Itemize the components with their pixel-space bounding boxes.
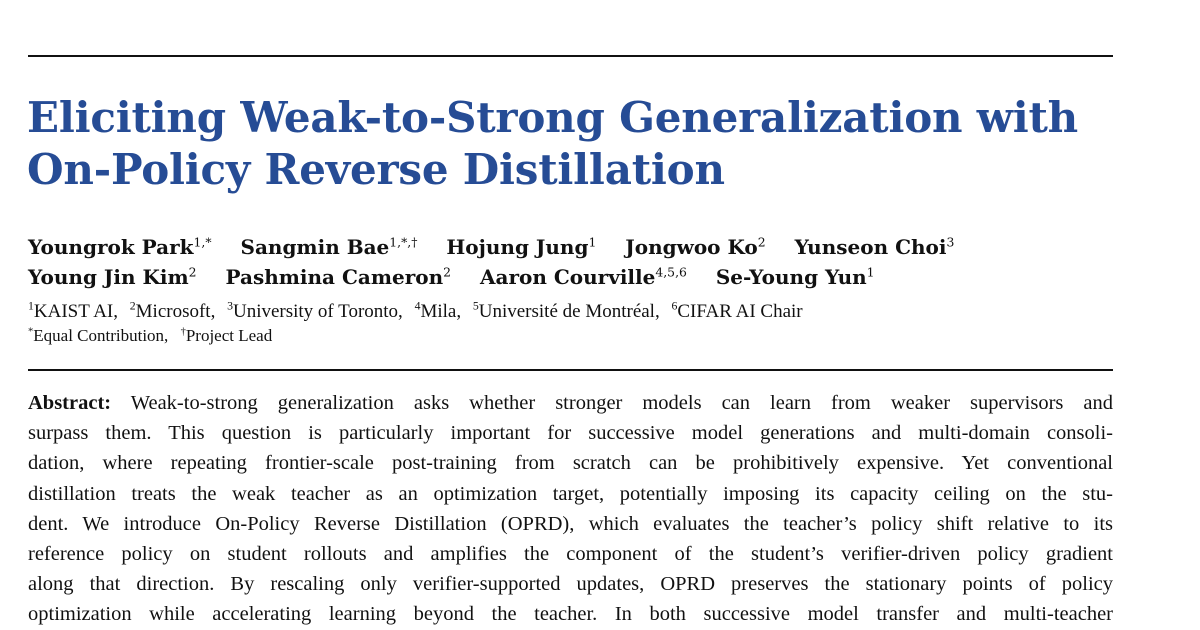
- author-list: [28, 232, 1128, 292]
- abstract-line: dent. We introduce On-Policy Reverse Distillation (OPRD), which evaluates the teacher’s policy shift relative to its: [28, 512, 1113, 535]
- author-name: Sangmin Bae: [240, 235, 390, 259]
- abstract-line: reference policy on student rollouts and amplifies the component of the student’s verifier-driven policy gradient: [28, 543, 1113, 566]
- affiliation-mark: 2: [129, 299, 136, 313]
- affiliation-mark: 4: [414, 299, 421, 313]
- author-note: [28, 326, 168, 345]
- abstract-label: Abstract:: [28, 392, 112, 414]
- affiliation-mark: 3: [227, 299, 233, 313]
- author-affiliation-marks: 2: [188, 264, 197, 280]
- top-rule: [28, 55, 1113, 57]
- affiliation-name: CIFAR AI Chair: [677, 301, 803, 322]
- author: [28, 265, 197, 289]
- affiliation: [473, 301, 660, 322]
- title-line-1: Eliciting Weak-to-Strong Generalization with: [27, 93, 1079, 142]
- author: [716, 265, 875, 289]
- abstract-line: optimization while accelerating learning beyond the teacher. In both successive model transfer and multi-teacher: [28, 603, 1113, 626]
- author-name: Young Jin Kim: [28, 265, 189, 289]
- author-note: [181, 326, 273, 345]
- author: [28, 235, 212, 259]
- note-text: Equal Contribution,: [33, 326, 169, 345]
- author-affiliation-marks: 2: [443, 264, 452, 280]
- author-name: Pashmina Cameron: [225, 265, 444, 289]
- affiliation-mark: 6: [671, 299, 678, 313]
- author-affiliation-marks: 1,*,†: [389, 234, 418, 250]
- affiliation: [227, 301, 403, 322]
- author-name: Yunseon Choi: [794, 235, 947, 259]
- author: [241, 235, 418, 259]
- abstract-rule: [28, 369, 1113, 371]
- author-name: Se-Young Yun: [715, 265, 867, 289]
- affiliation-mark: 5: [472, 299, 479, 313]
- affiliation: [415, 301, 462, 322]
- author-affiliation-marks: 1: [588, 234, 597, 250]
- affiliation-list: [28, 300, 1128, 324]
- affiliation-name: KAIST AI,: [33, 301, 118, 322]
- author: [225, 265, 451, 289]
- affiliation: [671, 301, 802, 322]
- affiliation-name: University of Toronto,: [232, 301, 403, 322]
- paper-title: [27, 92, 1127, 196]
- affiliation-name: Université de Montréal,: [478, 301, 660, 322]
- abstract-line: along that direction. By rescaling only verifier-supported updates, OPRD preserves the stationary points of policy: [28, 573, 1113, 596]
- abstract-line: distillation treats the weak teacher as an optimization target, potentially imposing its capacity ceiling on the stu-: [28, 482, 1113, 505]
- author-name: Youngrok Park: [28, 235, 194, 259]
- affiliation: [28, 301, 118, 322]
- author-affiliation-marks: 1,*: [193, 234, 212, 250]
- abstract: [28, 388, 1113, 630]
- title-line-2: On-Policy Reverse Distillation: [27, 145, 725, 194]
- author-affiliation-marks: 4,5,6: [655, 264, 687, 280]
- note-mark: †: [180, 326, 186, 338]
- author-affiliation-marks: 2: [757, 234, 766, 250]
- author-name: Jongwoo Ko: [625, 235, 758, 259]
- author: [625, 235, 765, 259]
- affiliation-name: Mila,: [420, 301, 462, 322]
- author: [446, 235, 596, 259]
- author: [480, 265, 687, 289]
- author-notes: [28, 325, 1128, 347]
- author-name: Aaron Courville: [480, 265, 656, 289]
- affiliation: [130, 301, 216, 322]
- author: [795, 235, 955, 259]
- affiliation-name: Microsoft,: [135, 301, 216, 322]
- author-name: Hojung Jung: [446, 235, 589, 259]
- note-text: Project Lead: [185, 326, 273, 345]
- author-affiliation-marks: 1: [866, 264, 875, 280]
- affiliation-mark: 1: [28, 299, 34, 313]
- abstract-line: surpass them. This question is particularly important for successive model generations and multi-domain consoli-: [28, 422, 1113, 445]
- note-mark: *: [28, 326, 34, 338]
- author-line-2: [28, 262, 1128, 292]
- author-affiliation-marks: 3: [946, 234, 955, 250]
- abstract-line: [28, 388, 1113, 418]
- abstract-line: dation, where repeating frontier-scale post-training from scratch can be prohibitively expensive. Yet conventional: [28, 452, 1113, 475]
- abstract-text: Weak-to-strong generalization asks whether stronger models can learn from weaker supervisors and: [130, 392, 1113, 414]
- author-line-1: [28, 232, 1128, 262]
